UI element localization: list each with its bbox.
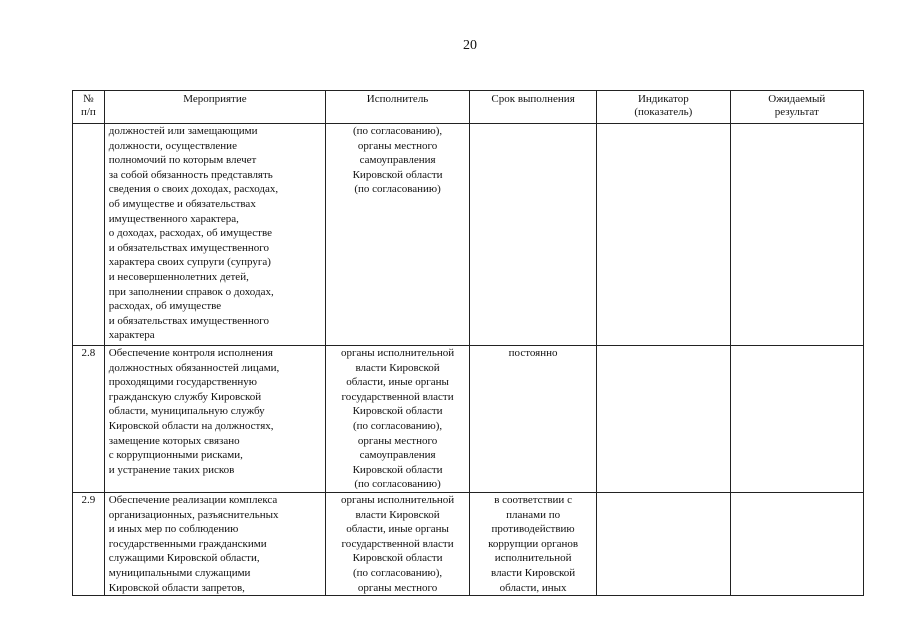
header-result: Ожидаемый результат	[730, 91, 863, 124]
row-indicator	[597, 346, 730, 493]
page-number: 20	[463, 38, 477, 53]
row-executor: органы исполнительной власти Кировской области, иные органы государственной власти Кировской области (по согласованию), органы местного самоуправления Кировской области (по согласованию)	[326, 346, 470, 493]
row-indicator	[597, 124, 730, 346]
row-event: Обеспечение реализации комплекса организационных, разъяснительных и иных мер по соблюдению государственными гражданскими служащими Кировской области, муниципальными служащими Кировской области запретов,	[104, 492, 325, 595]
table-row	[73, 492, 864, 595]
row-event: Обеспечение контроля исполнения должностных обязанностей лицами, проходящими государственную гражданскую службу Кировской области, муниципальную службу Кировской области на должностях, замещение которых связано с коррупционными рисками, и устранение таких рисков	[104, 346, 325, 493]
row-deadline: постоянно	[470, 346, 597, 493]
table-header-row	[73, 91, 864, 124]
row-result	[730, 346, 863, 493]
row-number: 2.9	[73, 492, 105, 595]
table-row	[73, 124, 864, 346]
measures-table	[72, 90, 864, 596]
row-result	[730, 124, 863, 346]
header-event: Мероприятие	[104, 91, 325, 124]
row-deadline	[470, 124, 597, 346]
row-event: должностей или замещающими должности, осуществление полномочий по которым влечет за собой обязанность представлять сведения о своих доходах, расходах, об имуществе и обязательствах имущественного характера, о доходах, расходах, об имуществе и обязательствах имущественного характера своих супруги (супруга) и несовершеннолетних детей, при заполнении справок о доходах, расходах, об имуществе и обязательствах имущественного характера	[104, 124, 325, 346]
row-result	[730, 492, 863, 595]
header-indicator: Индикатор (показатель)	[597, 91, 730, 124]
row-executor: (по согласованию), органы местного самоуправления Кировской области (по согласованию)	[326, 124, 470, 346]
header-deadline: Срок выполнения	[470, 91, 597, 124]
row-deadline: в соответствии с планами по противодействию коррупции органов исполнительной власти Кировской области, иных	[470, 492, 597, 595]
header-executor: Исполнитель	[326, 91, 470, 124]
row-executor: органы исполнительной власти Кировской области, иные органы государственной власти Кировской области (по согласованию), органы местного	[326, 492, 470, 595]
row-number	[73, 124, 105, 346]
row-indicator	[597, 492, 730, 595]
row-number: 2.8	[73, 346, 105, 493]
header-number: № п/п	[73, 91, 105, 124]
table-row	[73, 346, 864, 493]
